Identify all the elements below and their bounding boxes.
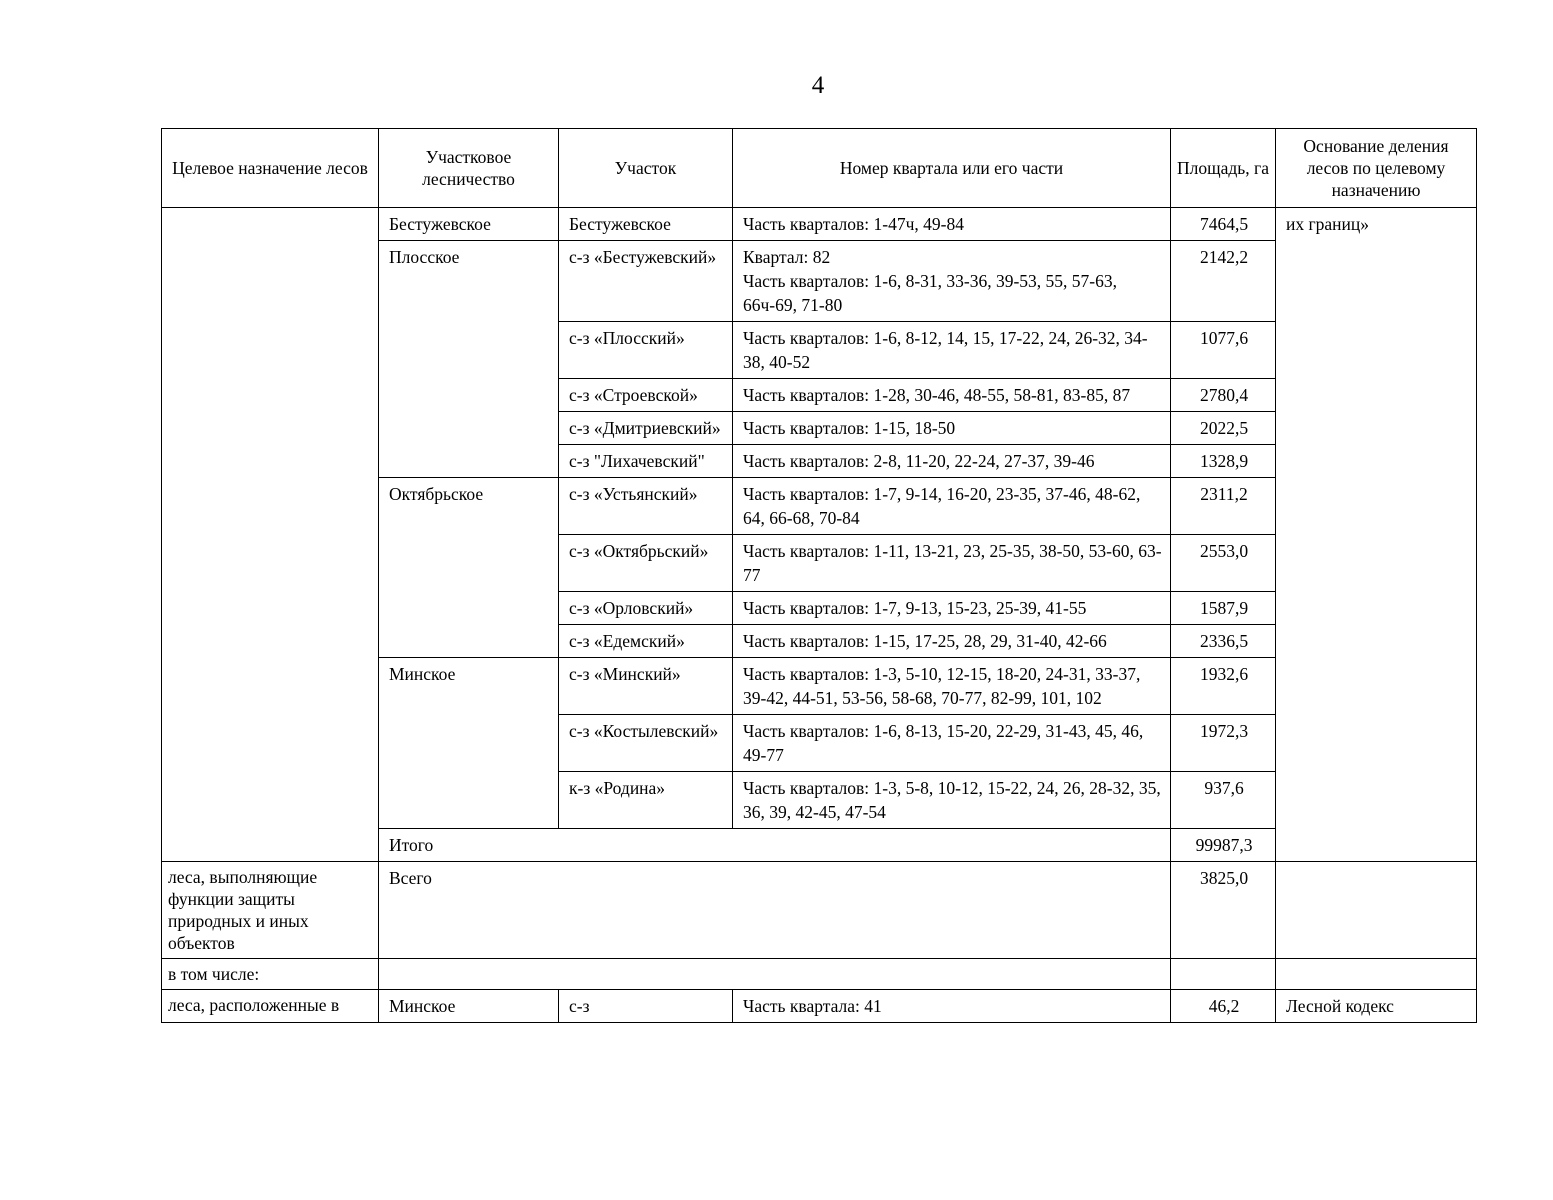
quarters-cell: Часть кварталов: 1-15, 17-25, 28, 29, 31-40, 42-66 [733,625,1171,658]
area-cell: 2022,5 [1171,412,1276,445]
quarters-cell: Часть кварталов: 1-6, 8-13, 15-20, 22-29, 31-43, 45, 46, 49-77 [733,715,1171,772]
quarters-cell: Часть кварталов: 1-7, 9-13, 15-23, 25-39, 41-55 [733,592,1171,625]
area-cell: 7464,5 [1171,208,1276,241]
section-cell: с-з «Минский» [559,658,733,715]
including-row [162,959,1477,990]
section-cell: с-з «Орловский» [559,592,733,625]
section-cell: с-з «Костылевский» [559,715,733,772]
section-cell: с-з «Октябрьский» [559,535,733,592]
area-cell: 937,6 [1171,772,1276,829]
section-cell: Бестужевское [559,208,733,241]
section-cell: с-з «Бестужевский» [559,241,733,322]
section-cell: с-з «Едемский» [559,625,733,658]
including-area-empty [1171,959,1276,990]
area-cell: 2553,0 [1171,535,1276,592]
total-label: Итого [379,829,1171,862]
forestry-cell: Минское [379,658,559,829]
header-basis: Основание деления лесов по целевому назначению [1276,129,1477,208]
forestry-cell: Бестужевское [379,208,559,241]
section-cell: с-з «Дмитриевский» [559,412,733,445]
including-empty [379,959,1171,990]
quarters-cell: Часть кварталов: 1-3, 5-8, 10-12, 15-22, 24, 26, 28-32, 35, 36, 39, 42-45, 47-54 [733,772,1171,829]
header-purpose: Целевое назначение лесов [162,129,379,208]
quarters-cell: Часть кварталов: 1-15, 18-50 [733,412,1171,445]
table-row [162,990,1477,1023]
area-cell: 1932,6 [1171,658,1276,715]
quarters-cell: Квартал: 82 Часть кварталов: 1-6, 8-31, 33-36, 39-53, 55, 57-63, 66ч-69, 71-80 [733,241,1171,322]
quarters-cell: Часть кварталов: 2-8, 11-20, 22-24, 27-37, 39-46 [733,445,1171,478]
header-section: Участок [559,129,733,208]
total-area: 99987,3 [1171,829,1276,862]
header-area: Площадь, га [1171,129,1276,208]
area-cell: 2336,5 [1171,625,1276,658]
basis-cell: Лесной кодекс [1276,990,1477,1023]
quarters-cell: Часть квартала: 41 [733,990,1171,1023]
forestry-cell: Плосское [379,241,559,478]
basis-cell: их границ» [1276,208,1477,862]
section-cell: с-з «Устьянский» [559,478,733,535]
protective-row [162,862,1477,959]
area-cell: 2780,4 [1171,379,1276,412]
purpose-cell: леса, расположенные в [162,990,379,1023]
including-basis-empty [1276,959,1477,990]
quarters-cell: Часть кварталов: 1-11, 13-21, 23, 25-35, 38-50, 53-60, 63-77 [733,535,1171,592]
area-cell: 1972,3 [1171,715,1276,772]
protective-label: Всего [379,862,1171,959]
area-cell: 46,2 [1171,990,1276,1023]
area-cell: 1587,9 [1171,592,1276,625]
forest-purpose-table [161,128,1477,1023]
header-forestry: Участковое лесничество [379,129,559,208]
area-cell: 1077,6 [1171,322,1276,379]
section-cell: с-з «Плосский» [559,322,733,379]
section-cell: с-з "Лихачевский" [559,445,733,478]
protective-area: 3825,0 [1171,862,1276,959]
area-cell: 2311,2 [1171,478,1276,535]
table-header-row [162,129,1477,208]
area-cell: 2142,2 [1171,241,1276,322]
section-cell: с-з «Строевской» [559,379,733,412]
area-cell: 1328,9 [1171,445,1276,478]
forestry-cell: Минское [379,990,559,1023]
protective-purpose: леса, выполняющие функции защиты природных и иных объектов [162,862,379,959]
quarters-cell: Часть кварталов: 1-28, 30-46, 48-55, 58-81, 83-85, 87 [733,379,1171,412]
including-label: в том числе: [162,959,379,990]
quarters-cell: Часть кварталов: 1-3, 5-10, 12-15, 18-20, 24-31, 33-37, 39-42, 44-51, 53-56, 58-68, 70-77, 82-99, 101, 102 [733,658,1171,715]
protective-basis-empty [1276,862,1477,959]
forestry-cell: Октябрьское [379,478,559,658]
section-cell: к-з «Родина» [559,772,733,829]
quarters-cell: Часть кварталов: 1-6, 8-12, 14, 15, 17-22, 24, 26-32, 34-38, 40-52 [733,322,1171,379]
table-row [162,208,1477,241]
purpose-cell-empty [162,208,379,862]
section-cell: с-з [559,990,733,1023]
quarters-cell: Часть кварталов: 1-47ч, 49-84 [733,208,1171,241]
quarters-cell: Часть кварталов: 1-7, 9-14, 16-20, 23-35, 37-46, 48-62, 64, 66-68, 70-84 [733,478,1171,535]
header-quarter: Номер квартала или его части [733,129,1171,208]
page-number: 4 [811,72,825,99]
